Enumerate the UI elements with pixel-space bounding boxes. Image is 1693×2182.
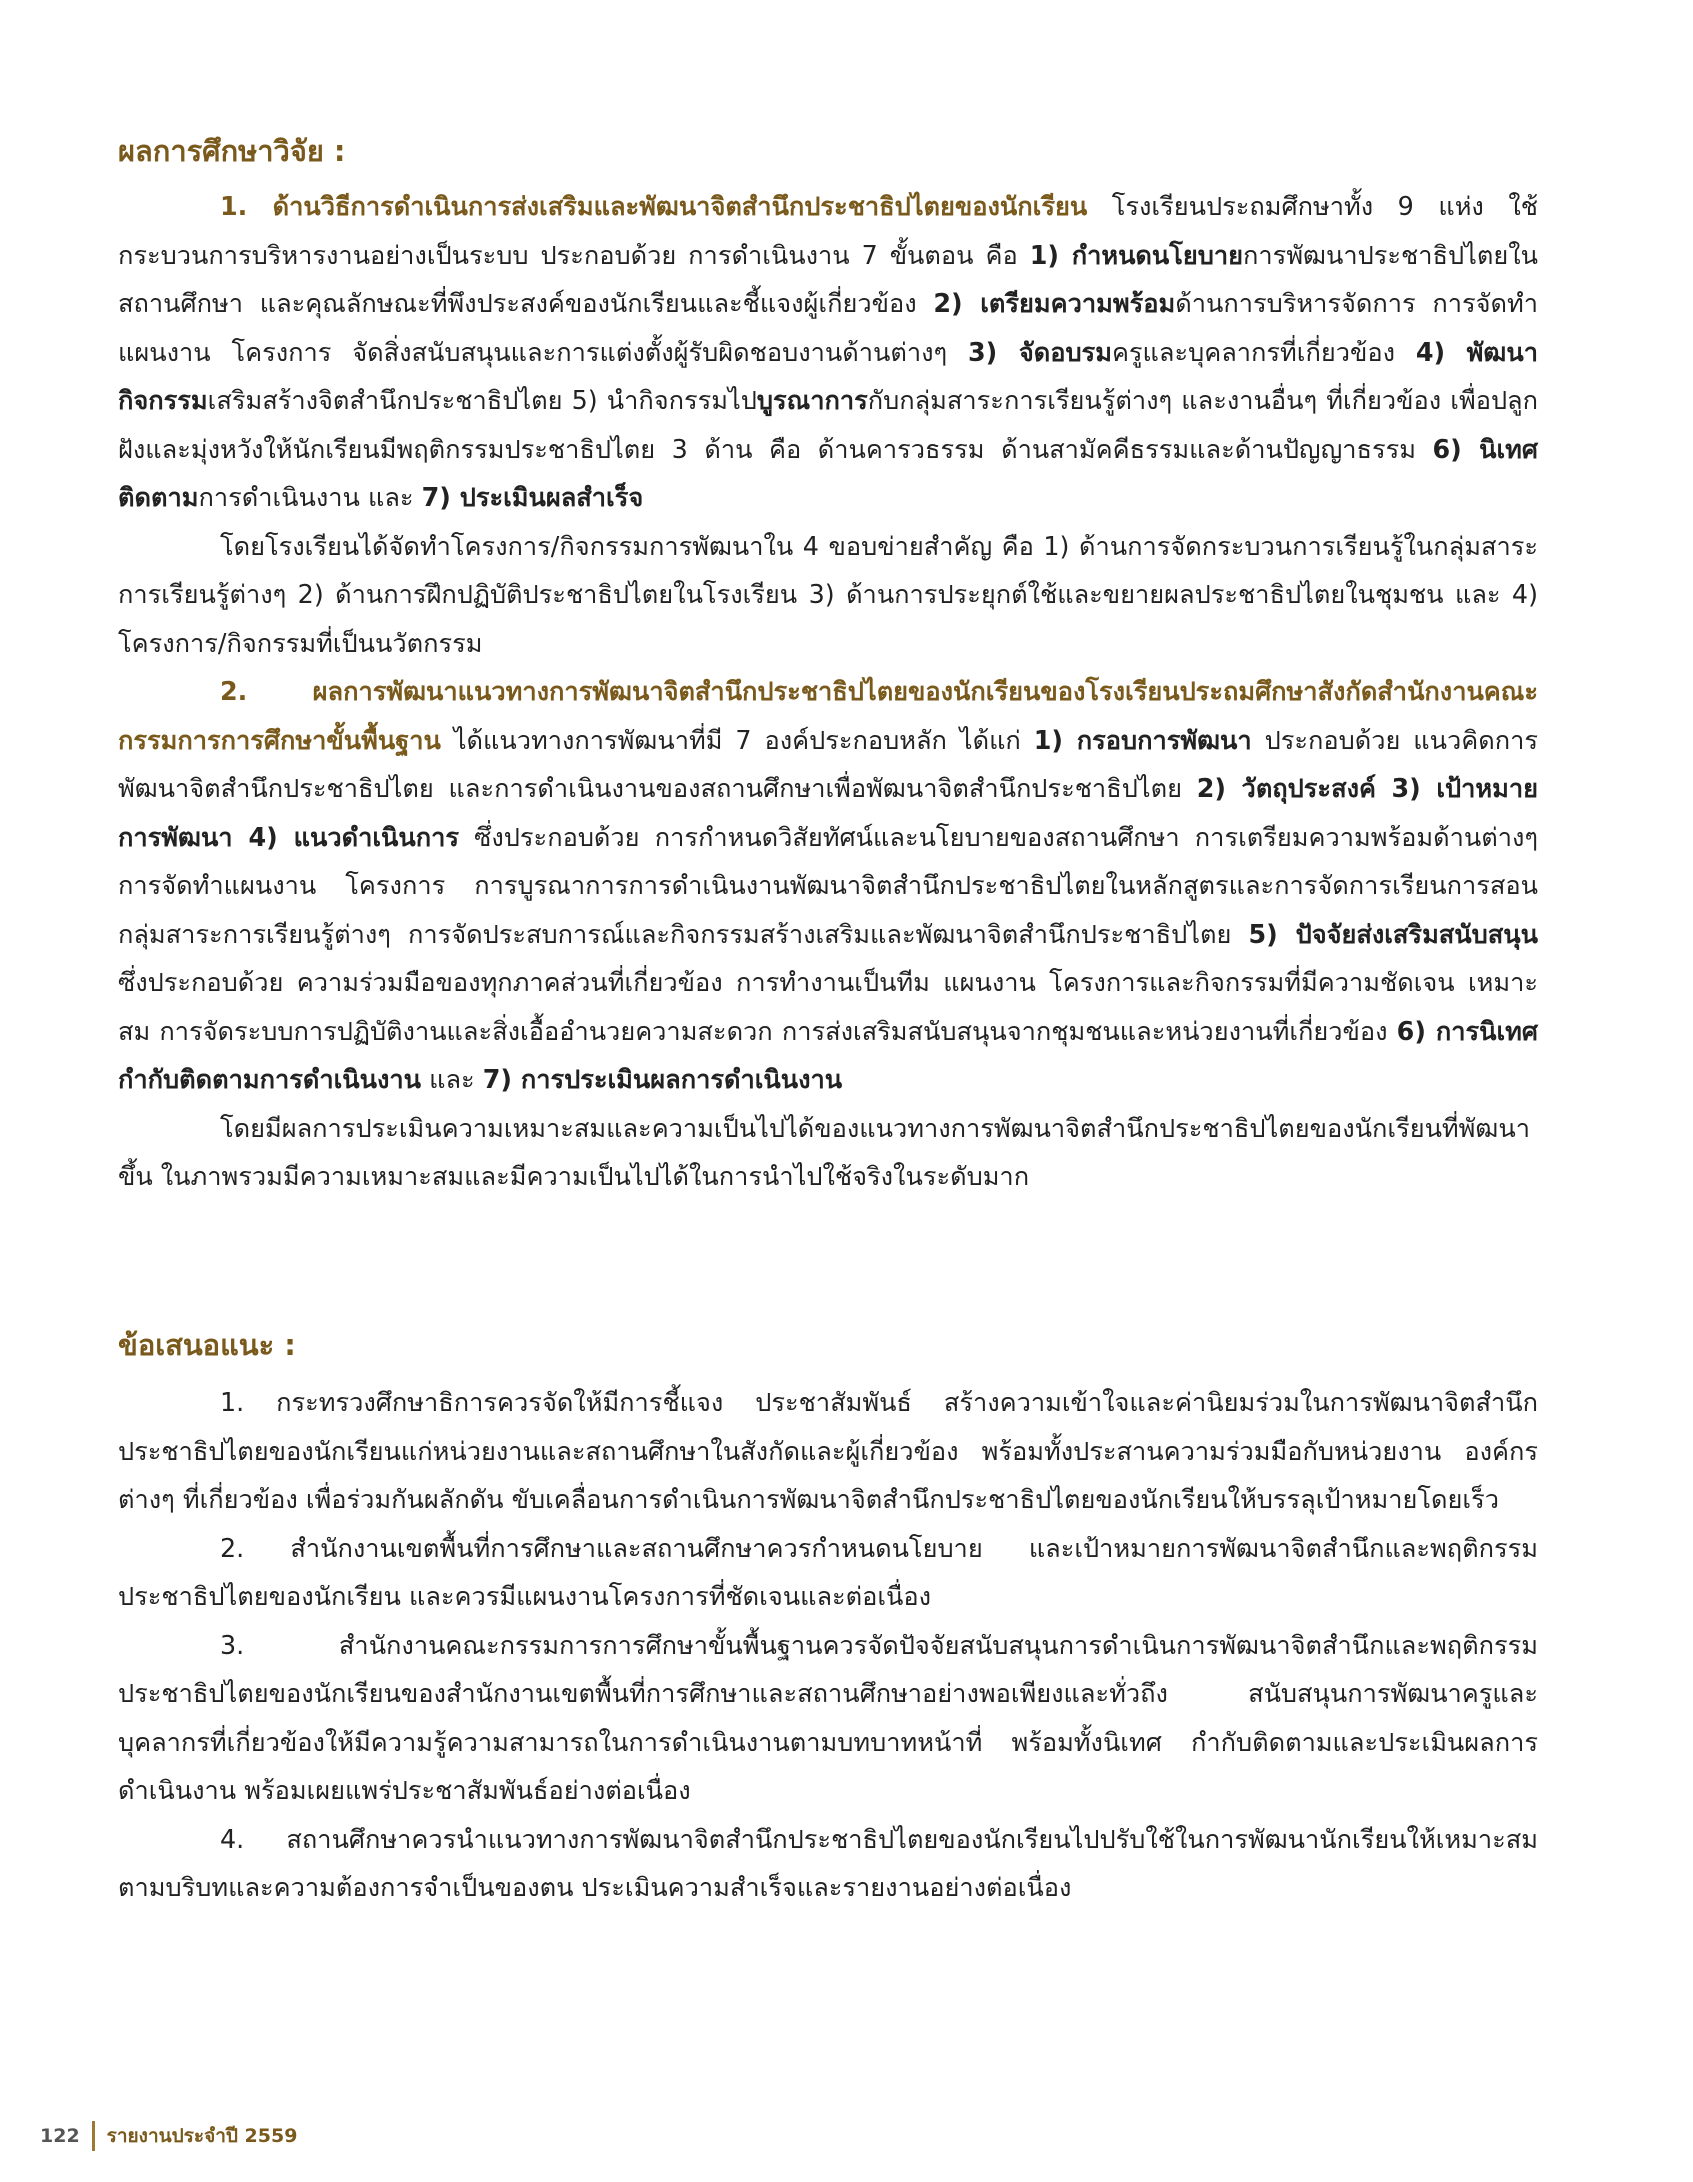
- results-p3-text: ได้แนวทางการพัฒนาที่มี 7 องค์ประกอบหลัก ได้แก่: [440, 724, 1034, 755]
- page-number: 122: [40, 2125, 80, 2147]
- results-p1-step: 2) เตรียมความพร้อม: [933, 288, 1176, 318]
- results-p1-text: ครูและบุคลากรที่เกี่ยวข้อง: [1111, 336, 1416, 367]
- results-p3-text: และ: [421, 1064, 483, 1094]
- results-heading: ผลการศึกษาวิจัย :: [118, 134, 346, 168]
- results-p3-text: ประกอบด้วย แนวคิดการพัฒนาจิตสำนึกประชาธิปไตย และการดำเนินงานของสถานศึกษาเพื่อพัฒนาจิตสำนึกประชาธิปไตย: [118, 724, 1538, 803]
- results-p1-text: การดำเนินงาน และ: [198, 482, 422, 512]
- results-p3-component: 6) การนิเทศ กำกับติดตามการดำเนินงาน: [118, 1015, 1538, 1094]
- suggestion-item: 4. สถานศึกษาควรนำแนวทางการพัฒนาจิตสำนึกประชาธิปไตยของนักเรียนไปปรับใช้ในการพัฒนานักเรียนให้เหมาะสมตามบริบทและความต้องการจำเป็นของตน ประเมินความสำเร็จและรายงานอย่างต่อเนื่อง: [118, 1823, 1538, 1902]
- suggestions-body: [118, 1378, 1538, 1912]
- report-label: รายงานประจำปี 2559: [106, 2125, 298, 2147]
- results-p1-step: 1) กำหนดนโยบาย: [1029, 239, 1244, 270]
- results-paragraph-4: โดยมีผลการประเมินความเหมาะสมและความเป็นไปได้ของแนวทางการพัฒนาจิตสำนึกประชาธิปไตยของนักเรียนที่พัฒนาขึ้น ในภาพรวมมีความเหมาะสมและมีความเป็นไปได้ในการนำไปใช้จริงในระดับมาก: [118, 1112, 1530, 1191]
- results-p3-lead: 2. ผลการพัฒนาแนวทางการพัฒนาจิตสำนึกประชาธิปไตยของนักเรียนของโรงเรียนประถมศึกษาสังกัดสำนักงานคณะกรรมการการศึกษาขั้นพื้นฐาน: [118, 676, 1538, 755]
- results-p3-component: 1) กรอบการพัฒนา: [1033, 724, 1252, 755]
- suggestions-heading: ข้อเสนอแนะ :: [118, 1328, 296, 1362]
- results-p1-text: กับกลุ่มสาระการเรียนรู้ต่างๆ และงานอื่นๆ ที่เกี่ยวข้อง เพื่อปลูกฝังและมุ่งหวังให้นักเรียนมีพฤติกรรมประชาธิปไตย 3 ด้าน คือ ด้านคารวธรรม ด้านสามัคคีธรรมและด้านปัญญาธรรม: [118, 385, 1538, 464]
- results-paragraph-3: [118, 667, 1538, 1104]
- results-p1-text: เสริมสร้างจิตสำนึกประชาธิปไตย 5) นำกิจกรรมไป: [207, 385, 757, 415]
- results-p3-component: 5) ปัจจัยส่งเสริมสนับสนุน: [1248, 918, 1538, 949]
- results-paragraph-1: [118, 182, 1538, 522]
- suggestion-item: 3. สำนักงานคณะกรรมการการศึกษาขั้นพื้นฐานควรจัดปัจจัยสนับสนุนการดำเนินการพัฒนาจิตสำนึกและพฤติกรรมประชาธิปไตยของนักเรียนของสำนักงานเขตพื้นที่การศึกษาและสถานศึกษาอย่างพอเพียงและทั่วถึง สนับสนุนการพัฒนาครูและบุคลากรที่เกี่ยวข้องให้มีความรู้ความสามารถในการดำเนินงานตามบทบาทหน้าที่ พร้อมทั้งนิเทศ กำกับติดตามและประเมินผลการดำเนินงาน พร้อมเผยแพร่ประชาสัมพันธ์อย่างต่อเนื่อง: [118, 1629, 1538, 1805]
- results-p1-text: โรงเรียนประถมศึกษาทั้ง 9 แห่ง ใช้กระบวนการบริหารงานอย่างเป็นระบบ ประกอบด้วย การดำเนินงาน 7 ขั้นตอน คือ: [118, 191, 1538, 270]
- results-p1-step: บูรณาการ: [756, 385, 868, 415]
- suggestion-item: 2. สำนักงานเขตพื้นที่การศึกษาและสถานศึกษาควรกำหนดนโยบาย และเป้าหมายการพัฒนาจิตสำนึกและพฤติกรรมประชาธิปไตยของนักเรียน และควรมีแผนงานโครงการที่ชัดเจนและต่อเนื่อง: [118, 1532, 1538, 1611]
- results-p3-component: 7) การประเมินผลการดำเนินงาน: [482, 1064, 843, 1094]
- footer-divider: [92, 2121, 95, 2151]
- results-p1-step: 3) จัดอบรม: [967, 336, 1112, 367]
- results-p1-text: การพัฒนาประชาธิปไตยในสถานศึกษา และคุณลักษณะที่พึงประสงค์ของนักเรียนและชี้แจงผู้เกี่ยวข้อง: [118, 239, 1538, 318]
- results-paragraph-2: โดยโรงเรียนได้จัดทำโครงการ/กิจกรรมการพัฒนาใน 4 ขอบข่ายสำคัญ คือ 1) ด้านการจัดกระบวนการเรียนรู้ในกลุ่มสาระการเรียนรู้ต่างๆ 2) ด้านการฝึกปฏิบัติประชาธิปไตยในโรงเรียน 3) ด้านการประยุกต์ใช้และขยายผลประชาธิปไตยในชุมชน และ 4) โครงการ/กิจกรรมที่เป็นนวัตกรรม: [118, 530, 1538, 658]
- results-p1-step: 6) นิเทศ ติดตาม: [118, 433, 1538, 512]
- results-p3-text: ซึ่งประกอบด้วย การกำหนดวิสัยทัศน์และนโยบายของสถานศึกษา การเตรียมความพร้อมด้านต่างๆ การจัดทำแผนงาน โครงการ การบูรณาการการดำเนินงานพัฒนาจิตสำนึกประชาธิปไตยในหลักสูตรและการจัดการเรียนการสอนกลุ่มสาระการเรียนรู้ต่างๆ การจัดประสบการณ์และกิจกรรมสร้างเสริมและพัฒนาจิตสำนึกประชาธิปไตย: [118, 821, 1538, 949]
- results-p1-step: 4) พัฒนากิจกรรม: [118, 336, 1538, 415]
- results-p1-lead: 1. ด้านวิธีการดำเนินการส่งเสริมและพัฒนาจิตสำนึกประชาธิปไตยของนักเรียน: [220, 191, 1088, 221]
- page-footer: [40, 2118, 297, 2154]
- results-p1-text: ด้านการบริหารจัดการ การจัดทำแผนงาน โครงการ จัดสิ่งสนับสนุนและการแต่งตั้งผู้รับผิดชอบงานด้านต่างๆ: [118, 288, 1538, 367]
- results-body: [118, 182, 1538, 1201]
- results-p1-step: 7) ประเมินผลสำเร็จ: [421, 482, 644, 512]
- results-p3-component: 2) วัตถุประสงค์ 3) เป้าหมายการพัฒนา 4) แนวดำเนินการ: [118, 773, 1538, 852]
- suggestion-item: 1. กระทรวงศึกษาธิการควรจัดให้มีการชี้แจง ประชาสัมพันธ์ สร้างความเข้าใจและค่านิยมร่วมในการพัฒนาจิตสำนึกประชาธิปไตยของนักเรียนแก่หน่วยงานและสถานศึกษาในสังกัดและผู้เกี่ยวข้อง พร้อมทั้งประสานความร่วมมือกับหน่วยงาน องค์กรต่างๆ ที่เกี่ยวข้อง เพื่อร่วมกันผลักดัน ขับเคลื่อนการดำเนินการพัฒนาจิตสำนึกประชาธิปไตยของนักเรียนให้บรรลุเป้าหมายโดยเร็ว: [118, 1387, 1538, 1514]
- results-p3-text: ซึ่งประกอบด้วย ความร่วมมือของทุกภาคส่วนที่เกี่ยวข้อง การทำงานเป็นทีม แผนงาน โครงการและกิจกรรมที่มีความชัดเจน เหมาะสม การจัดระบบการปฏิบัติงานและสิ่งเอื้ออำนวยความสะดวก การส่งเสริมสนับสนุนจากชุมชนและหน่วยงานที่เกี่ยวข้อง: [118, 967, 1538, 1046]
